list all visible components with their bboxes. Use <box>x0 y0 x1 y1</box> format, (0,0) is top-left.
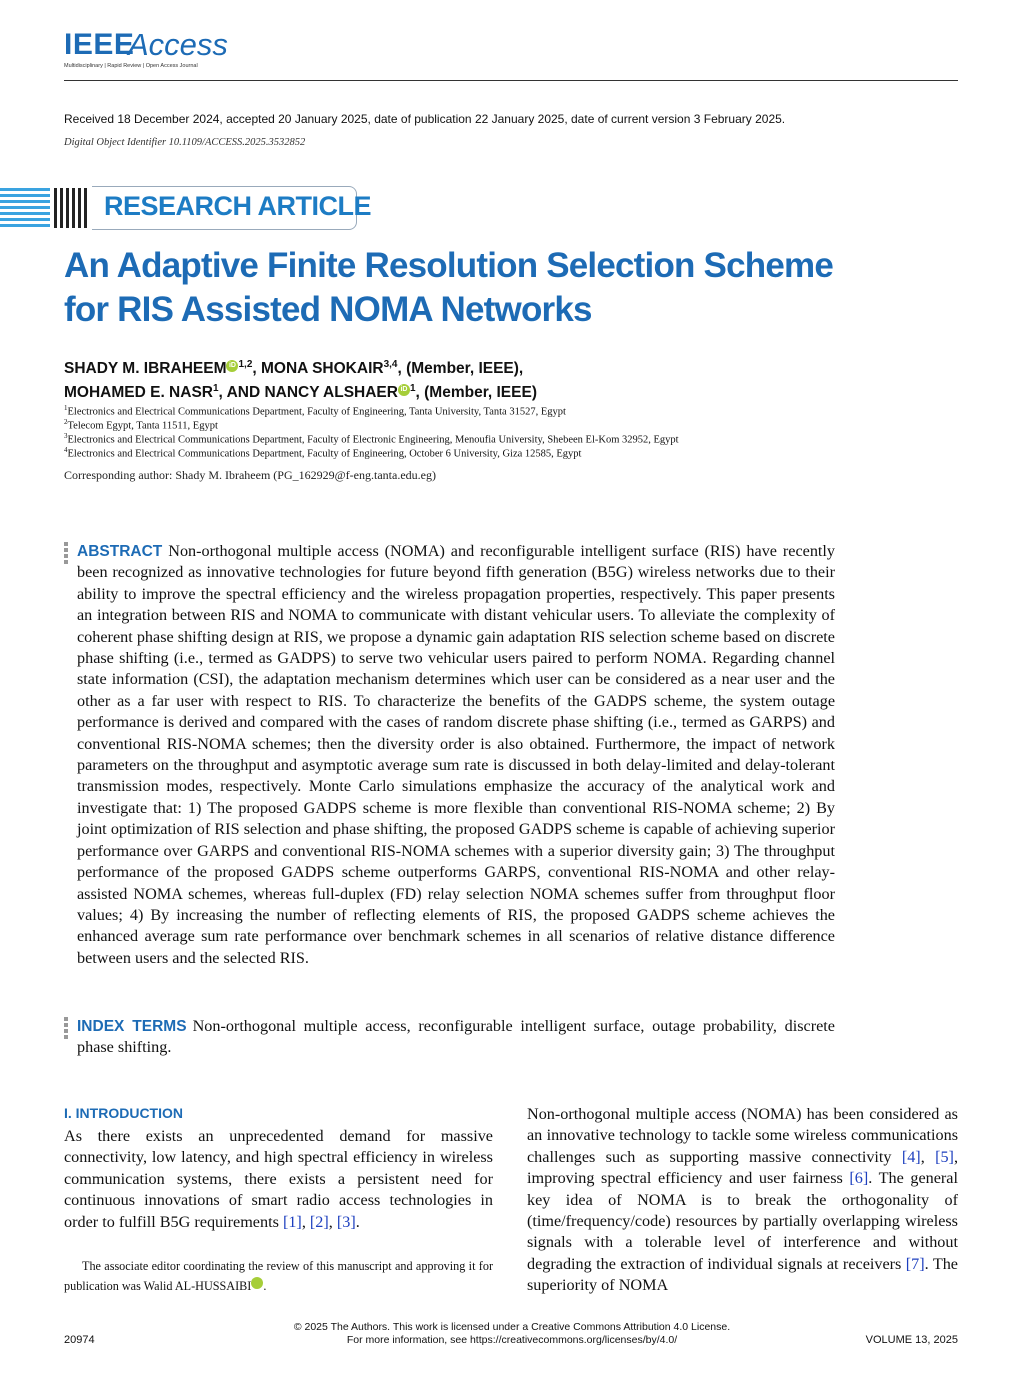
author-line <box>64 359 523 378</box>
author-name: SHADY M. IBRAHEEM <box>64 360 227 378</box>
citation-link[interactable]: [4] <box>901 1147 921 1166</box>
affiliation: $^3$Electronics and Electrical Communications Department, Faculty of Electronic Engineering, Menoufia University, Shebeen El-Kom 32952, Egypt <box>64 432 679 446</box>
journal-logo: IEEE <box>64 28 135 61</box>
affiliation: $^2$Telecom Egypt, Tanta 11511, Egypt <box>64 418 218 432</box>
author-line <box>64 383 537 402</box>
orcid-icon[interactable]: iD <box>398 384 410 396</box>
affiliation: $^1$Electronics and Electrical Communications Department, Faculty of Engineering, Tanta University, Tanta 31527, Egypt <box>64 404 566 418</box>
affiliation-marker: 1 <box>409 383 416 394</box>
article-title-line-1: An Adaptive Finite Resolution Selection Scheme <box>64 246 833 285</box>
citation-link[interactable]: [7] <box>905 1254 925 1273</box>
author-membership: , (Member, IEEE), <box>397 360 524 378</box>
citation-link[interactable]: [2] <box>309 1212 329 1231</box>
author-membership: , (Member, IEEE) <box>415 384 537 402</box>
citation-link[interactable]: [6] <box>849 1169 869 1188</box>
journal-tagline: Multidisciplinary | Rapid Review | Open Access Journal <box>64 63 198 69</box>
orcid-icon[interactable]: iD <box>251 1277 263 1289</box>
license-notice: © 2025 The Authors. This work is licensed under a Creative Commons Attribution 4.0 License. For more information, see https://creativecommons.org/licenses/by/4.0/ <box>293 1321 731 1346</box>
index-terms <box>77 1016 835 1059</box>
author-name: MOHAMED E. NASR <box>64 384 213 402</box>
journal-logo-access: Access <box>128 27 228 62</box>
section-marker-icon <box>64 1017 68 1041</box>
citation-link[interactable]: [5] <box>935 1147 954 1166</box>
article-title-line-2: for RIS Assisted NOMA Networks <box>64 290 592 329</box>
abstract-heading: ABSTRACT <box>77 543 163 560</box>
author-name: , AND NANCY ALSHAER <box>218 384 398 402</box>
editor-footnote: The associate editor coordinating the review of this manuscript and approving it for publication was Walid AL-HUSSAIBI iD. <box>64 1259 493 1293</box>
author-name: , MONA SHOKAIR <box>252 360 384 378</box>
index-terms-heading: INDEX TERMS <box>77 1018 187 1035</box>
affiliation-marker: 3,4 <box>383 359 398 370</box>
section-marker-icon <box>64 542 68 566</box>
section-heading-introduction: I. INTRODUCTION <box>64 1105 183 1121</box>
citation-link[interactable]: [3] <box>336 1212 356 1231</box>
corresponding-author: Corresponding author: Shady M. Ibraheem (PG_162929@f-eng.tanta.edu.eg) <box>64 468 436 482</box>
body-column-right: Non-orthogonal multiple access (NOMA) has been considered as an innovative technology to tackle some wireless communications challenges such as supporting massive connectivity [4], [5], improving spectral efficiency and user fairness [6]. The general key idea of NOMA is to break the orthogonality of (time/frequency/code) resources by partially overlapping wireless signals with a tolerable level of interference and without degrading the extraction of individual signals at receivers [7]. The superiority of NOMA <box>527 1105 958 1295</box>
banner-stripes-icon <box>0 186 50 230</box>
affiliation: $^4$Electronics and Electrical Communications Department, Faculty of Engineering, October 6 University, Giza 12585, Egypt <box>64 446 582 460</box>
banner-barcode-icon <box>52 186 92 230</box>
body-column-left: As there exists an unprecedented demand for massive connectivity, low latency, and high spectral efficiency in wireless communication systems, there exists a persistent need for continuous innovations of smart radio access technologies in order to fulfill B5G requirements [1], [2], [3]. <box>64 1127 493 1231</box>
abstract <box>77 541 835 969</box>
header-divider <box>64 80 958 81</box>
affiliation-marker: 1 <box>212 383 219 394</box>
orcid-icon[interactable]: iD <box>226 360 238 372</box>
page-number: 20974 <box>64 1334 95 1346</box>
index-terms-text: Non-orthogonal multiple access, reconfigurable intelligent surface, outage probability, discrete phase shifting. <box>77 1017 835 1057</box>
abstract-text: Non-orthogonal multiple access (NOMA) and reconfigurable intelligent surface (RIS) have recently been recognized as innovative technologies for future beyond fifth generation (B5G) wireless networks due to their ability to improve the spectral efficiency and the wireless propagation properties, respectively. This paper presents an integration between RIS and NOMA to communicate with distant vehicular users. To alleviate the complexity of coherent phase shifting design at RIS, we propose a dynamic gain adaptation RIS selection scheme based on discrete phase shifting (i.e., termed as GADPS) to serve two vehicular users paired to perform NOMA. Regarding channel state information (CSI), the adaptation mechanism determines which user can be considered as a near user and the other as a far user with respect to RIS. To characterize the benefits of the GADPS scheme, the system outage performance is derived and compared with the cases of random discrete phase shifting (i.e., termed as GARPS) and conventional RIS-NOMA schemes; then the diversity order is also obtained. Furthermore, the impact of network parameters on the throughput and asymptotic average sum rate is discussed in both delay-limited and delay-tolerant transmission modes, respectively. Monte Carlo simulations emphasize the accuracy of the analytical work and investigate that: 1) The proposed GADPS scheme is more flexible than conventional RIS-NOMA scheme; 2) By joint optimization of RIS selection and phase shifting, the proposed GADPS scheme is capable of achieving superior performance over GARPS and conventional RIS-NOMA schemes with a superior diversity gain; 3) The throughput performance of the proposed GADPS scheme outperforms GARPS, conventional RIS-NOMA and other relay-assisted NOMA schemes, whereas full-duplex (FD) relay selection NOMA schemes suffer from throughput floor values; 4) By increasing the number of reflecting elements of RIS, the proposed GADPS scheme achieves the enhanced average sum rate performance over benchmark schemes in all scenarios of relative distance difference between users and the selected RIS. <box>77 542 835 967</box>
citation-link[interactable]: [1] <box>282 1212 302 1231</box>
affiliation-marker: 1,2 <box>238 359 253 370</box>
article-type-label: RESEARCH ARTICLE <box>104 191 372 221</box>
publication-dates: Received 18 December 2024, accepted 20 January 2025, date of publication 22 January 2025, date of current version 3 February 2025. <box>64 112 786 126</box>
doi[interactable]: Digital Object Identifier 10.1109/ACCESS.2025.3532852 <box>64 137 306 148</box>
volume-info: VOLUME 13, 2025 <box>865 1334 958 1346</box>
